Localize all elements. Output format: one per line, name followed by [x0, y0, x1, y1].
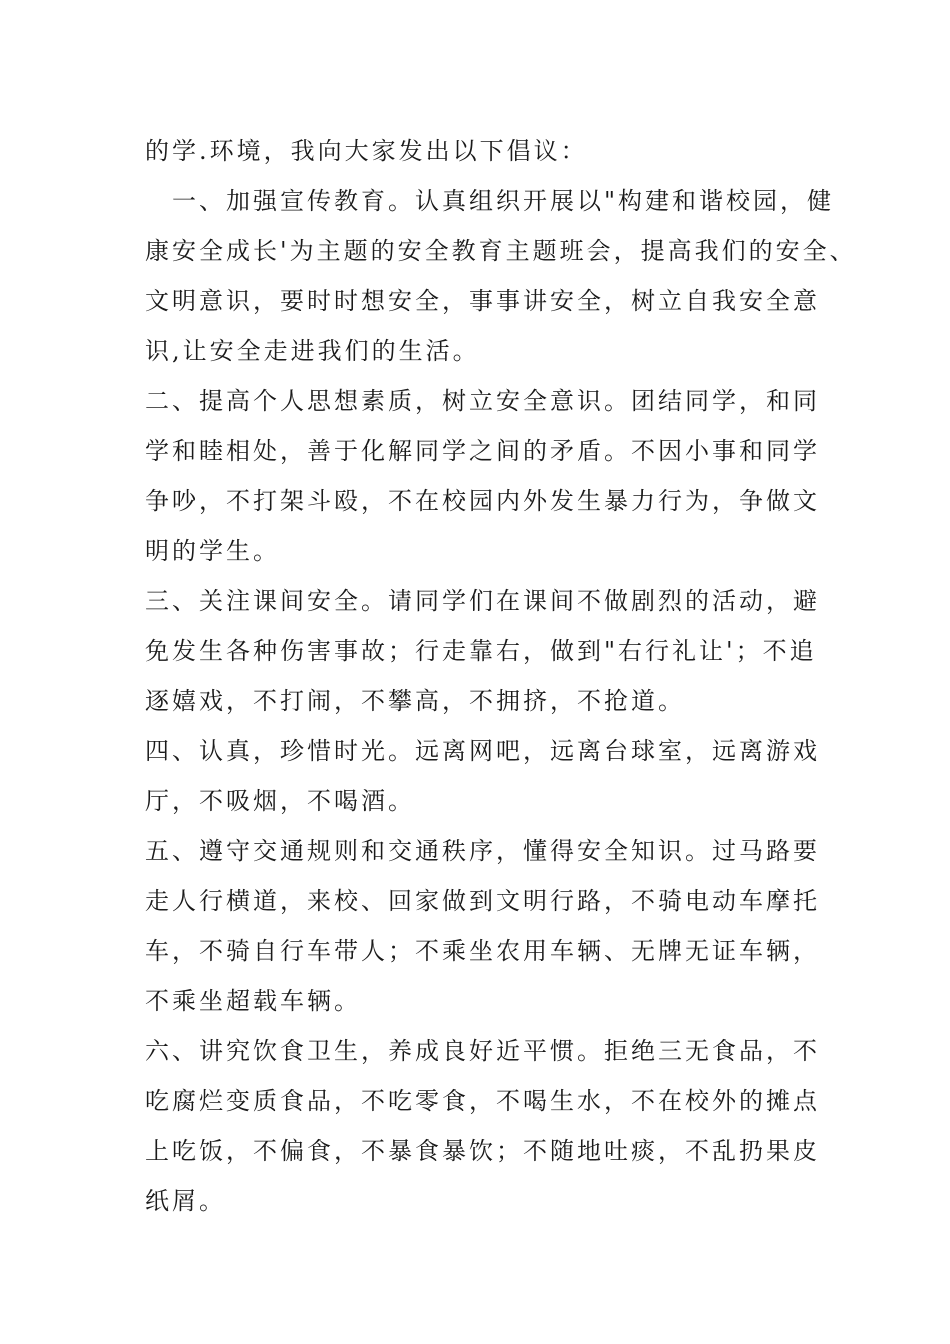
text-line: 厅，不吸烟，不喝酒。	[145, 787, 415, 815]
text-line: 吃腐烂变质食品，不吃零食，不喝生水，不在校外的摊点	[145, 1087, 820, 1115]
text-line: 不乘坐超载车辆。	[145, 987, 361, 1015]
text-line: 车，不骑自行车带人；不乘坐农用车辆、无牌无证车辆，	[145, 937, 820, 965]
text-line: 争吵，不打架斗殴，不在校园内外发生暴力行为，争做文	[145, 487, 820, 515]
text-line: 上吃饭，不偏食，不暴食暴饮；不随地吐痰，不乱扔果皮	[145, 1137, 820, 1165]
text-line: 五、遵守交通规则和交通秩序，懂得安全知识。过马路要	[145, 837, 820, 865]
text-line: 识,让安全走进我们的生活。	[145, 337, 480, 365]
text-line: 一、加强宣传教育。认真组织开展以"构建和谐校园，健	[145, 187, 835, 215]
text-line: 纸屑。	[145, 1187, 226, 1215]
text-line: 的学.环境，我向大家发出以下倡议：	[145, 137, 588, 165]
document-body	[145, 126, 857, 1226]
text-line: 二、提高个人思想素质，树立安全意识。团结同学，和同	[145, 387, 820, 415]
text-line: 学和睦相处，善于化解同学之间的矛盾。不因小事和同学	[145, 437, 820, 465]
text-line: 逐嬉戏，不打闹，不攀高，不拥挤，不抢道。	[145, 687, 685, 715]
text-line: 六、讲究饮食卫生，养成良好近平惯。拒绝三无食品，不	[145, 1037, 820, 1065]
text-line: 明的学生。	[145, 537, 280, 565]
text-line: 文明意识，要时时想安全，事事讲安全，树立自我安全意	[145, 287, 820, 315]
text-line: 走人行横道，来校、回家做到文明行路，不骑电动车摩托	[145, 887, 820, 915]
text-line: 康安全成长'为主题的安全教育主题班会，提高我们的安全、	[145, 237, 857, 265]
text-line: 三、关注课间安全。请同学们在课间不做剧烈的活动，避	[145, 587, 820, 615]
text-line: 免发生各种伤害事故；行走靠右，做到"右行礼让'；不追	[145, 637, 817, 665]
text-line: 四、认真，珍惜时光。远离网吧，远离台球室，远离游戏	[145, 737, 820, 765]
